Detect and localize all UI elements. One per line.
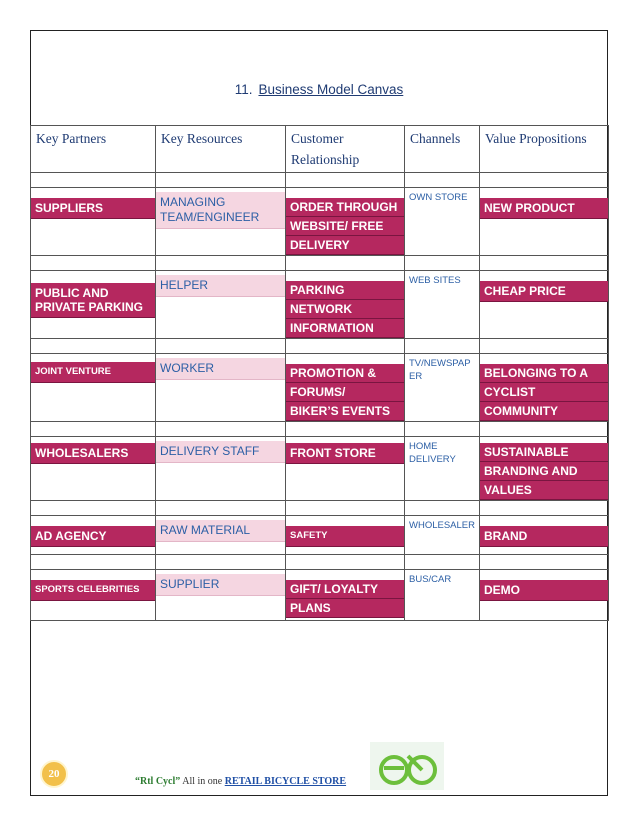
relationship-cell: SAFETY (286, 526, 404, 547)
channel-cell: HOME DELIVERY (409, 441, 456, 465)
table-row (31, 437, 609, 501)
footer-middle: All in one (182, 776, 223, 787)
footer-store-link[interactable]: RETAIL BICYCLE STORE (224, 776, 347, 787)
value-cell: BRAND (480, 526, 608, 547)
footer-quote: “Rtl Cycl” (135, 776, 181, 787)
resource-cell: DELIVERY STAFF (156, 441, 285, 463)
table-row (31, 271, 609, 339)
table-row (31, 188, 609, 256)
resource-cell: WORKER (156, 358, 285, 380)
relationship-cell: FRONT STORE (286, 443, 404, 464)
footer-tagline (135, 776, 346, 787)
resource-cell: RAW MATERIAL (156, 520, 285, 542)
relationship-cell: GIFT/ LOYALTY PLANS (286, 580, 404, 618)
table-row (31, 516, 609, 555)
table-row (31, 570, 609, 621)
partner-cell: SPORTS CELEBRITIES (31, 580, 155, 601)
resource-cell: SUPPLIER (156, 574, 285, 596)
relationship-cell: PARKING NETWORK INFORMATION (286, 281, 404, 338)
partner-cell: SUPPLIERS (31, 198, 155, 219)
page-title (0, 82, 638, 97)
section-number: 11. (234, 82, 253, 97)
relationship-cell: PROMOTION & FORUMS/ BIKER’S EVENTS (286, 364, 404, 421)
resource-cell: MANAGING TEAM/ENGINEER (156, 192, 285, 229)
partner-cell: WHOLESALERS (31, 443, 155, 464)
partner-cell: JOINT VENTURE (31, 362, 155, 383)
channel-cell: BUS/CAR (409, 574, 452, 585)
partner-cell: PUBLIC AND PRIVATE PARKING (31, 283, 155, 318)
value-cell: NEW PRODUCT (480, 198, 608, 219)
bicycle-logo-icon (370, 742, 444, 790)
value-cell: BELONGING TO A CYCLIST COMMUNITY (480, 364, 608, 421)
col-header-channels: Channels (405, 126, 480, 173)
resource-cell: HELPER (156, 275, 285, 297)
header-row (31, 126, 609, 173)
channel-cell: OWN STORE (409, 192, 468, 203)
col-header-customer-relationship: Customer Relationship (286, 126, 405, 173)
page-number-badge: 20 (40, 760, 68, 788)
section-title: Business Model Canvas (258, 82, 404, 97)
col-header-key-resources: Key Resources (156, 126, 286, 173)
value-cell: SUSTAINABLE BRANDING AND VALUES (480, 443, 608, 500)
channel-cell: WEB SITES (409, 275, 461, 286)
relationship-cell: ORDER THROUGH WEBSITE/ FREE DELIVERY (286, 198, 404, 255)
partner-cell: AD AGENCY (31, 526, 155, 547)
col-header-value-propositions: Value Propositions (480, 126, 609, 173)
table-row (31, 354, 609, 422)
channel-cell: TV/NEWSPAPER (409, 358, 471, 382)
business-model-canvas-table (30, 125, 609, 621)
value-cell: CHEAP PRICE (480, 281, 608, 302)
channel-cell: WHOLESALER (409, 520, 475, 531)
value-cell: DEMO (480, 580, 608, 601)
col-header-key-partners: Key Partners (31, 126, 156, 173)
